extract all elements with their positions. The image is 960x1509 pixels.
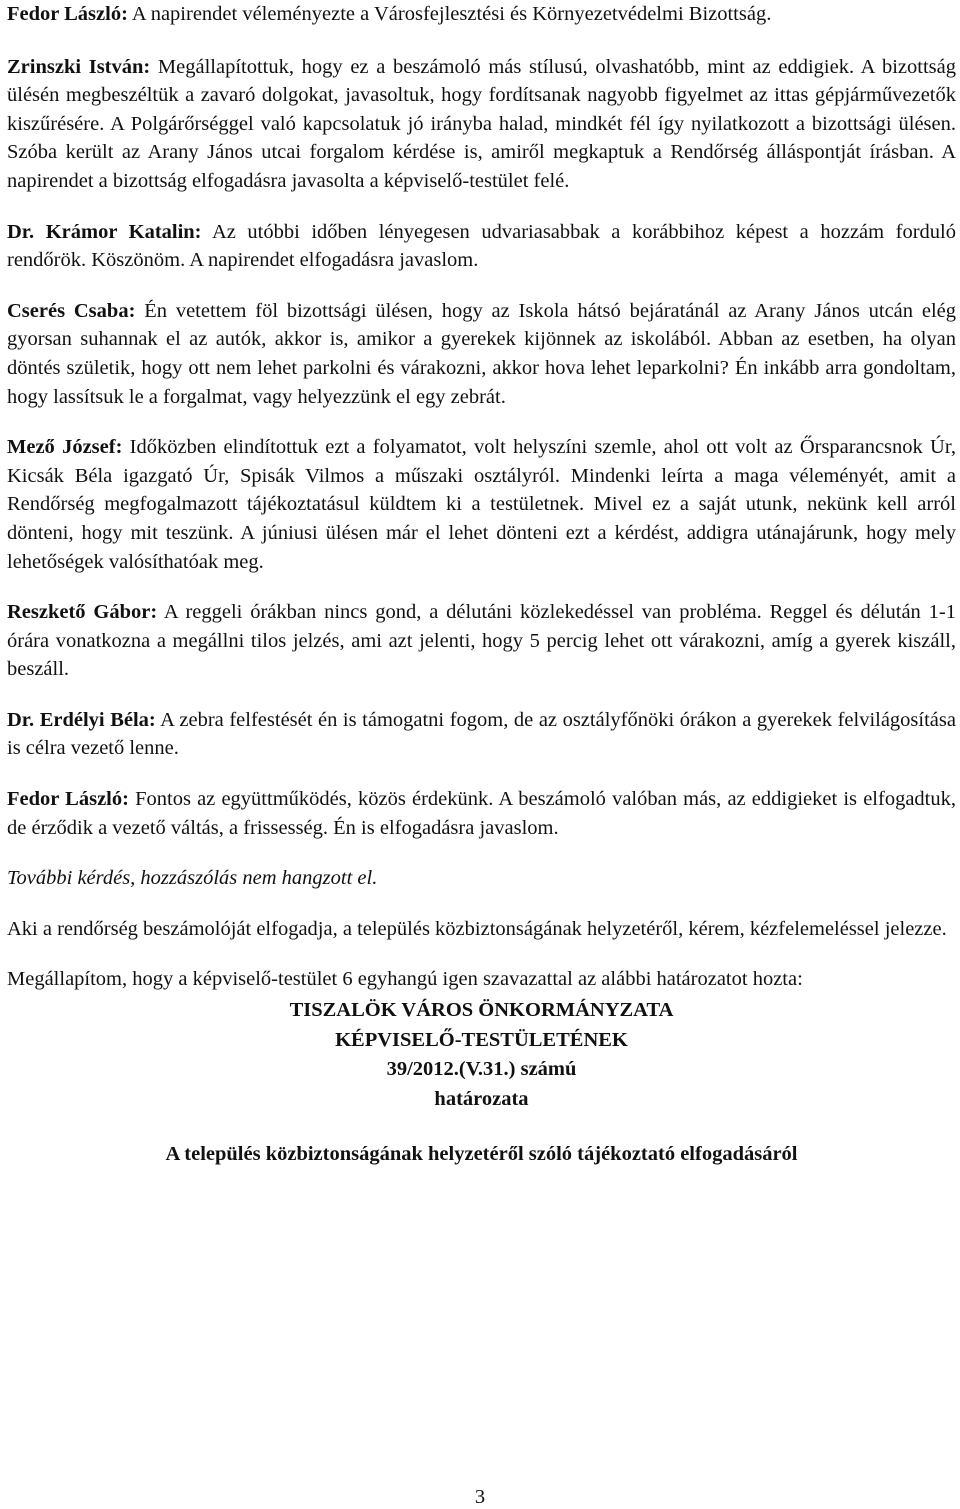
resolution-subject: A település közbiztonságának helyzetéről szóló tájékoztató elfogadásáról [165, 1143, 798, 1166]
vote-result: Megállapítom, hogy a képviselő-testület 6 egyhangú igen szavazattal az alábbi határozatot hozta: [7, 968, 803, 991]
paragraph-reszketo [7, 598, 956, 684]
resolution-line-2: KÉPVISELŐ-TESTÜLETÉNEK [335, 1028, 628, 1051]
resolution-line-1: TISZALÖK VÁROS ÖNKORMÁNYZATA [289, 999, 674, 1022]
paragraph-text: Időközben elindítottuk ezt a folyamatot, volt helyszíni szemle, ahol ott volt az Őrsparancsnok Úr, Kicsák Béla igazgató Úr, Spisák Vilmos a műszaki osztályról. Mindenki leírta a maga véleményét, amit a Rendőrség megfogalmazott tájékoztatásul küldtem ki a testületnek. Mivel ez a saját utunk, nekünk kell arról dönteni, hogy mit teszünk. A júniusi ülésen már el lehet dönteni ezt a kérdést, addigra utánajárunk, hogy mely lehetőségek valósíthatóak meg. [7, 436, 956, 573]
paragraph-text: A zebra felfestését én is támogatni fogom, de az osztályfőnöki órákon a gyerekek felvilágosítása is célra vezető lenne. [7, 708, 956, 760]
document-page [7, 0, 956, 1170]
paragraph-kramor [7, 218, 956, 275]
paragraph-text: Az utóbbi időben lényegesen udvariasabbak a korábbihoz képest a hozzám forduló rendőrök. Köszönöm. A napirendet elfogadásra javaslom. [7, 220, 956, 272]
speaker-name: Fedor László: [7, 3, 128, 25]
page-number: 3 [474, 1486, 486, 1508]
resolution-header [7, 996, 956, 1114]
paragraph-text: Én vetettem föl bizottsági ülésen, hogy az Iskola hátsó bejáratánál az Arany János utcán elég gyorsan suhannak el az autók, akkor is, amikor a gyerekek kijönnek az iskolából. Abban az esetben, ha olyan döntés születik, hogy ott nem lehet parkolni és várakozni, akkor hova lehet leparkolni? Én inkább arra gondoltam, hogy lassítsuk le a forgalmat, vagy helyezzünk el egy zebrát. [7, 299, 956, 408]
paragraph-zrinszki [7, 53, 956, 196]
resolution-number: 39/2012.(V.31.) számú [386, 1058, 577, 1081]
resolution-label: határozata [434, 1087, 529, 1110]
paragraph-text: A napirendet véleményezte a Városfejlesztési és Környezetvédelmi Bizottság. [127, 3, 772, 25]
paragraph-fedor-1 [7, 0, 956, 29]
vote-request: Aki a rendőrség beszámolóját elfogadja, a település közbiztonságának helyzetéről, kérem, kézfelemeléssel jelezze. [7, 917, 947, 940]
speaker-name: Mező József: [7, 436, 123, 459]
paragraph-mezo [7, 433, 956, 576]
speaker-name: Reszkető Gábor: [7, 601, 158, 624]
paragraph-erdelyi [7, 706, 956, 763]
italic-note: További kérdés, hozzászólás nem hangzott el. [7, 867, 378, 890]
speaker-name: Dr. Krámor Katalin: [7, 220, 202, 243]
paragraph-fedor-2 [7, 785, 956, 842]
paragraph-text: Megállapítottuk, hogy ez a beszámoló más stílusú, olvashatóbb, mint az eddigiek. A bizottság ülésén megbeszéltük a zavaró dolgokat, javasoltuk, hogy fordítsanak nagyobb figyelmet az ittas gépjárművezetők kiszűrésére. A Polgárőrséggel való kapcsolatuk jó irányba halad, mindkét fél így nyilatkozott a bizottsági ülésen. Szóba került az Arany János utcai forgalom kérdése is, amiről megkaptuk a Rendőrség álláspontját írásban. A napirendet a bizottság elfogadásra javasolta a képviselő-testület felé. [7, 55, 956, 192]
speaker-name: Fedor László: [7, 788, 129, 811]
speaker-name: Cserés Csaba: [7, 299, 136, 322]
paragraph-text: A reggeli órákban nincs gond, a délutáni közlekedéssel van probléma. Reggel és délután 1-1 órára vonatkozna a megállni tilos jelzés, ami azt jelenti, hogy 5 percig lehet ott várakozni, amíg a gyerek kiszáll, beszáll. [7, 601, 956, 681]
speaker-name: Zrinszki István: [7, 55, 151, 78]
paragraph-text: Fontos az együttműködés, közös érdekünk. A beszámoló valóban más, az eddigieket is elfogadtuk, de érződik a vezető váltás, a frissesség. Én is elfogadásra javaslom. [7, 788, 956, 839]
speaker-name: Dr. Erdélyi Béla: [7, 708, 156, 731]
paragraph-cseres [7, 297, 956, 411]
